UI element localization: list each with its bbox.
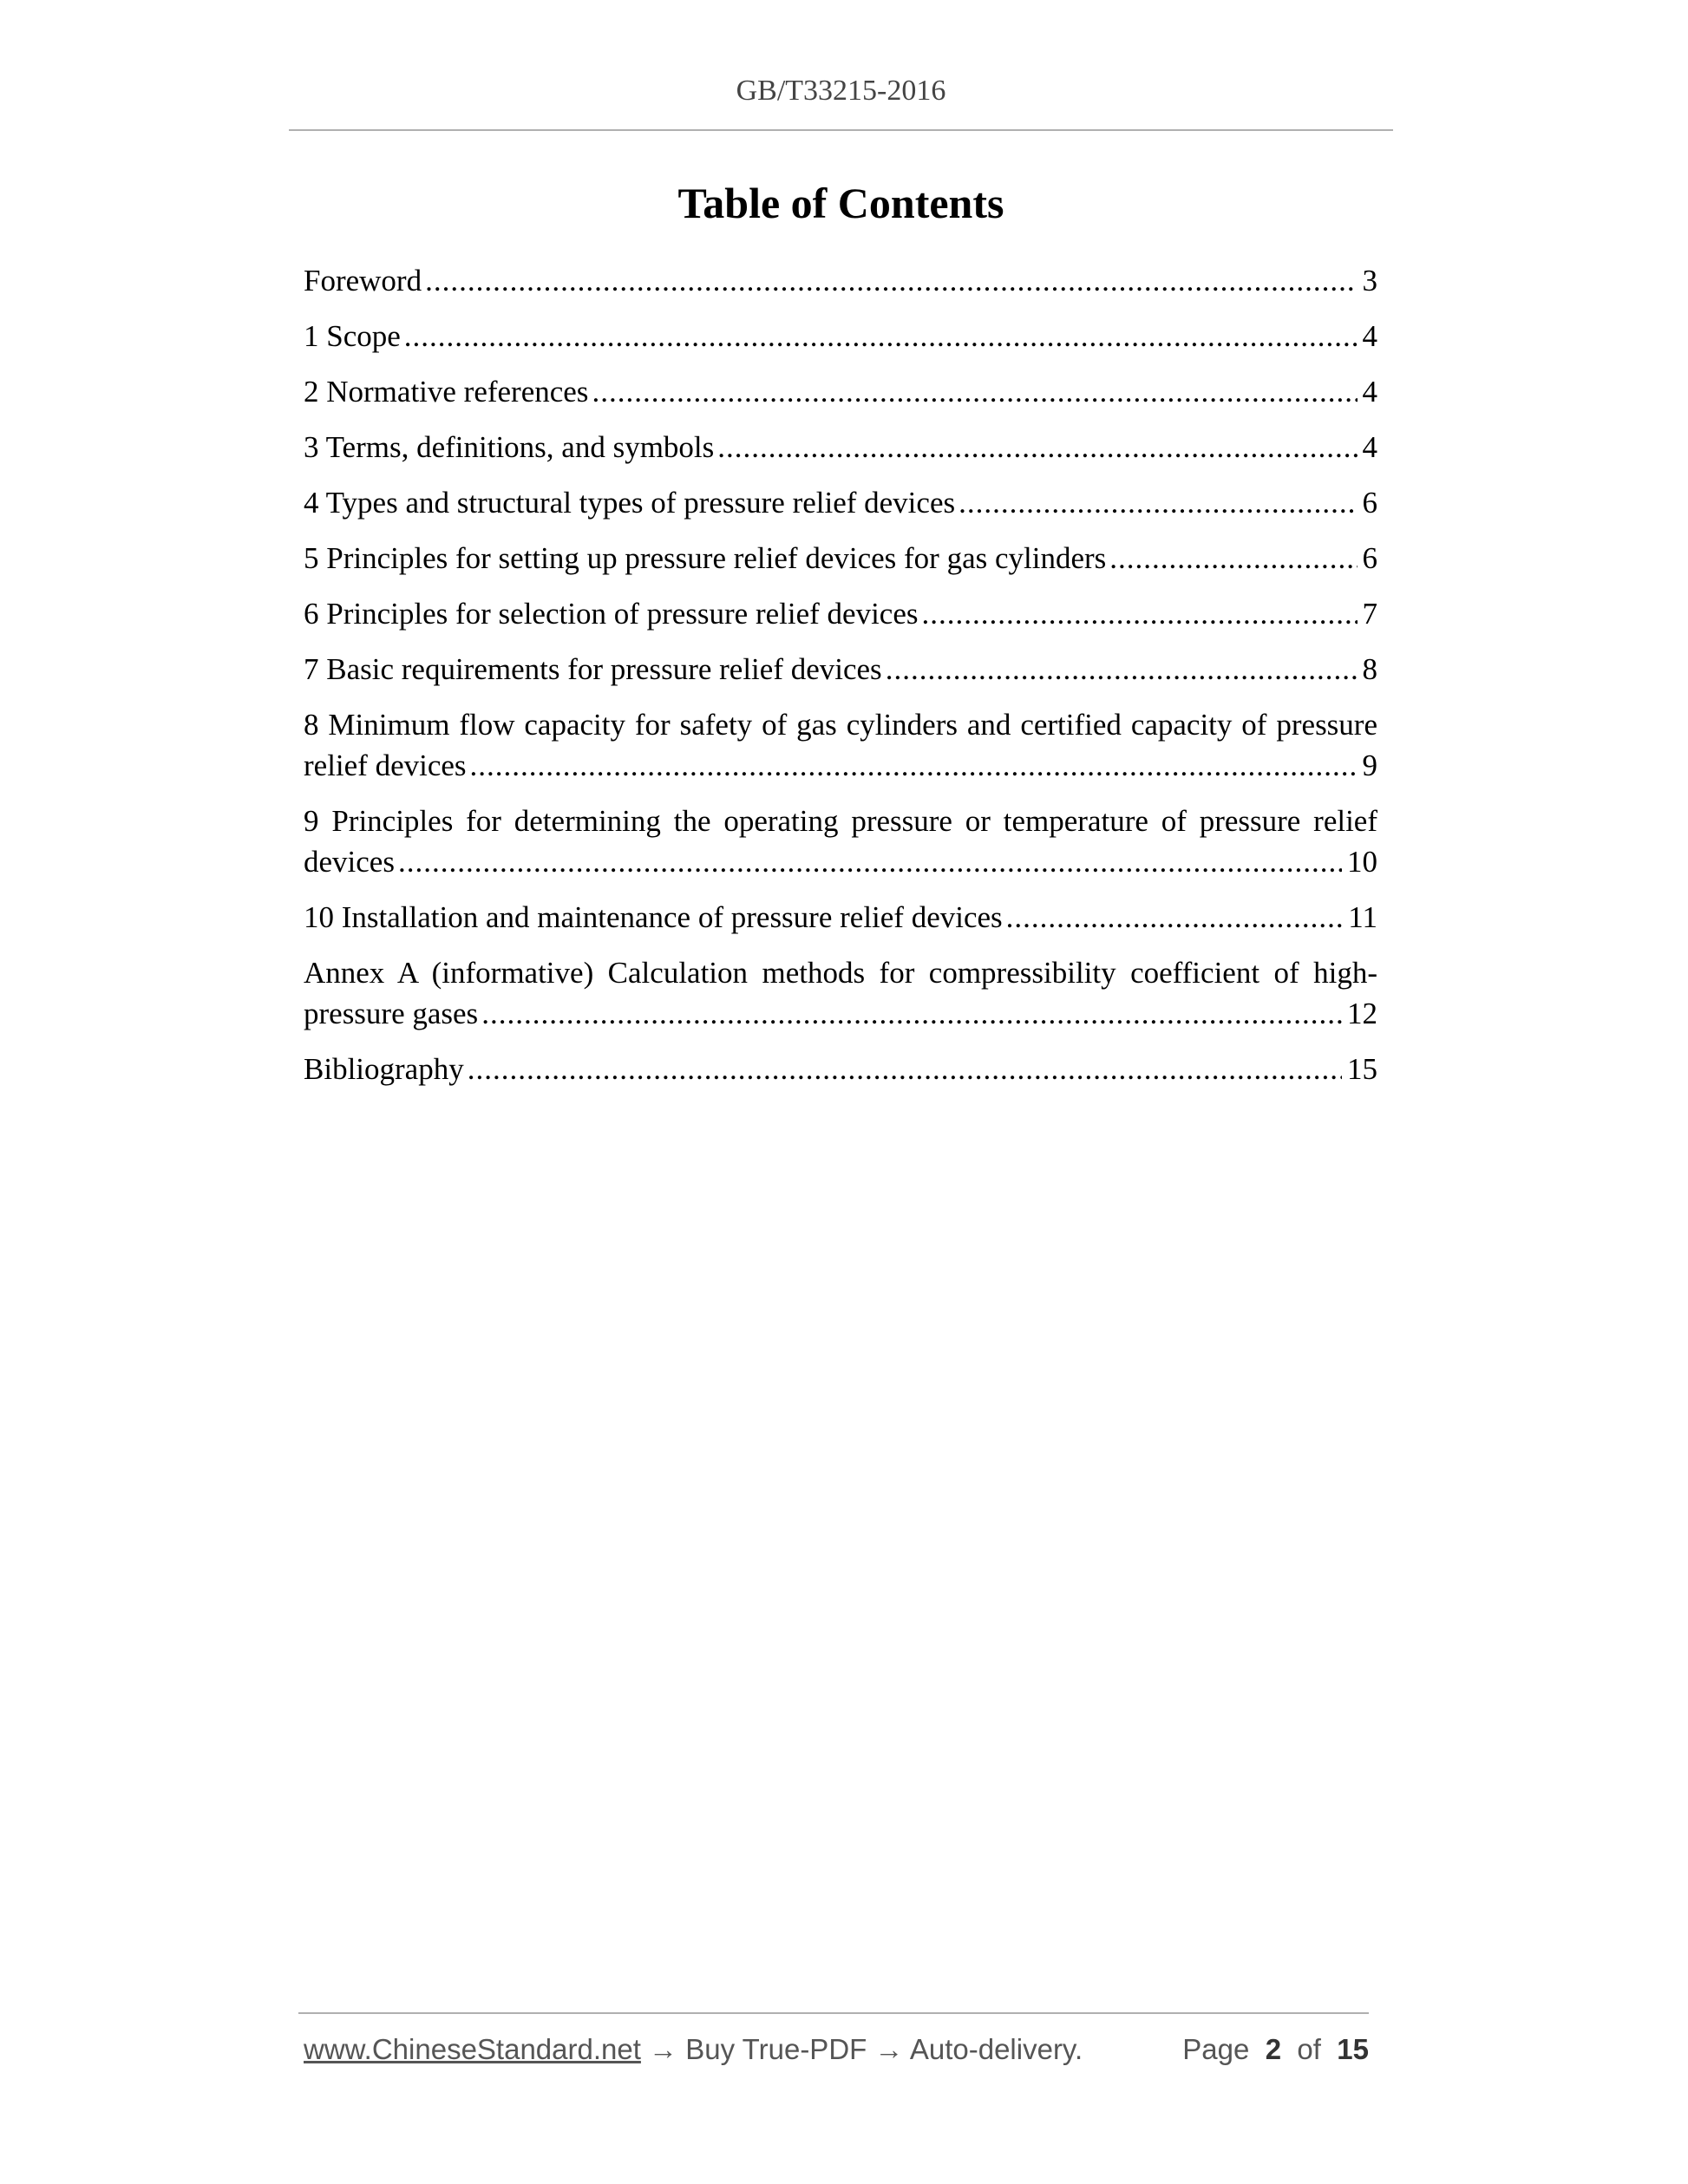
toc-entry-types[interactable]: [304, 482, 1377, 523]
toc-entry-title: 1 Scope: [304, 319, 401, 353]
toc-entry-annex-a[interactable]: [304, 952, 1377, 1034]
toc-entry-title: 2 Normative references: [304, 375, 589, 409]
toc-entry-operating-pressure[interactable]: [304, 801, 1377, 882]
toc-entry-title-line2: pressure gases: [304, 997, 479, 1030]
toc-entry-page: 8: [1362, 652, 1377, 686]
dot-leader: [404, 316, 1358, 356]
header-divider: [289, 129, 1393, 131]
dot-leader: [468, 1049, 1342, 1089]
toc-entry-title: 10 Installation and maintenance of pressure relief devices: [304, 900, 1003, 934]
toc-entry-page: 15: [1347, 1052, 1377, 1086]
page-indicator: [1182, 2033, 1369, 2066]
dot-leader: [886, 649, 1358, 690]
dot-leader: [717, 427, 1357, 468]
toc-entry-title: Bibliography: [304, 1052, 464, 1086]
toc-entry-page: 4: [1362, 375, 1377, 409]
toc-entry-title-line2: relief devices: [304, 749, 467, 782]
dot-leader: [1109, 538, 1357, 579]
page-of-label: of: [1297, 2033, 1321, 2065]
toc-entry-terms[interactable]: [304, 427, 1377, 468]
page-current: 2: [1265, 2033, 1282, 2065]
dot-leader: [592, 371, 1357, 412]
document-id-header: GB/T33215-2016: [736, 75, 946, 107]
toc-entry-title-line1: 9 Principles for determining the operating pressure or temperature of pressure relief: [304, 804, 1377, 838]
page-title: Table of Contents: [677, 179, 1004, 227]
footer-promo: [304, 2033, 1083, 2066]
toc-entry-title-line1: Annex A (informative) Calculation methods for compressibility coefficient of high-: [304, 956, 1377, 990]
footer-divider: [298, 2012, 1369, 2014]
toc-entry-page: 6: [1362, 486, 1377, 520]
toc-list: [304, 260, 1377, 1104]
toc-entry-title: 3 Terms, definitions, and symbols: [304, 430, 715, 464]
dot-leader: [958, 482, 1357, 523]
toc-entry-page: 11: [1348, 900, 1377, 934]
toc-entry-title-line2: devices: [304, 845, 395, 879]
toc-entry-page: 12: [1347, 997, 1377, 1030]
dot-leader: [922, 593, 1358, 634]
toc-entry-title: Foreword: [304, 264, 422, 298]
toc-entry-scope[interactable]: [304, 316, 1377, 356]
website-link[interactable]: www.ChineseStandard.net: [304, 2033, 641, 2065]
toc-entry-page: 4: [1362, 319, 1377, 353]
toc-entry-page: 6: [1362, 541, 1377, 575]
dot-leader: [425, 260, 1357, 301]
toc-entry-normative-references[interactable]: [304, 371, 1377, 412]
arrow-right-icon: →: [874, 2033, 904, 2065]
page-label: Page: [1182, 2033, 1250, 2065]
dot-leader: [1006, 897, 1344, 938]
toc-entry-title: 7 Basic requirements for pressure relief devices: [304, 652, 882, 686]
toc-entry-title-line1: 8 Minimum flow capacity for safety of gas cylinders and certified capacity of pressure: [304, 708, 1377, 742]
page-total: 15: [1337, 2033, 1369, 2065]
toc-entry-title: 5 Principles for setting up pressure relief devices for gas cylinders: [304, 541, 1107, 575]
toc-entry-page: 3: [1362, 264, 1377, 298]
delivery-text: Auto-delivery.: [909, 2033, 1083, 2065]
toc-entry-title: 6 Principles for selection of pressure relief devices: [304, 597, 919, 631]
arrow-right-icon: →: [649, 2033, 678, 2065]
toc-entry-foreword[interactable]: [304, 260, 1377, 301]
toc-entry-page: 7: [1362, 597, 1377, 631]
dot-leader: [481, 993, 1342, 1034]
toc-entry-minimum-flow[interactable]: [304, 704, 1377, 786]
toc-entry-basic-requirements[interactable]: [304, 649, 1377, 690]
dot-leader: [470, 745, 1358, 786]
toc-entry-title: 4 Types and structural types of pressure relief devices: [304, 486, 956, 520]
toc-entry-page: 9: [1362, 749, 1377, 782]
toc-entry-setting-up[interactable]: [304, 538, 1377, 579]
dot-leader: [398, 841, 1342, 882]
buy-text: Buy True-PDF: [685, 2033, 867, 2065]
toc-entry-installation[interactable]: [304, 897, 1377, 938]
toc-entry-bibliography[interactable]: [304, 1049, 1377, 1089]
toc-entry-selection[interactable]: [304, 593, 1377, 634]
toc-entry-page: 10: [1347, 845, 1377, 879]
toc-entry-page: 4: [1362, 430, 1377, 464]
